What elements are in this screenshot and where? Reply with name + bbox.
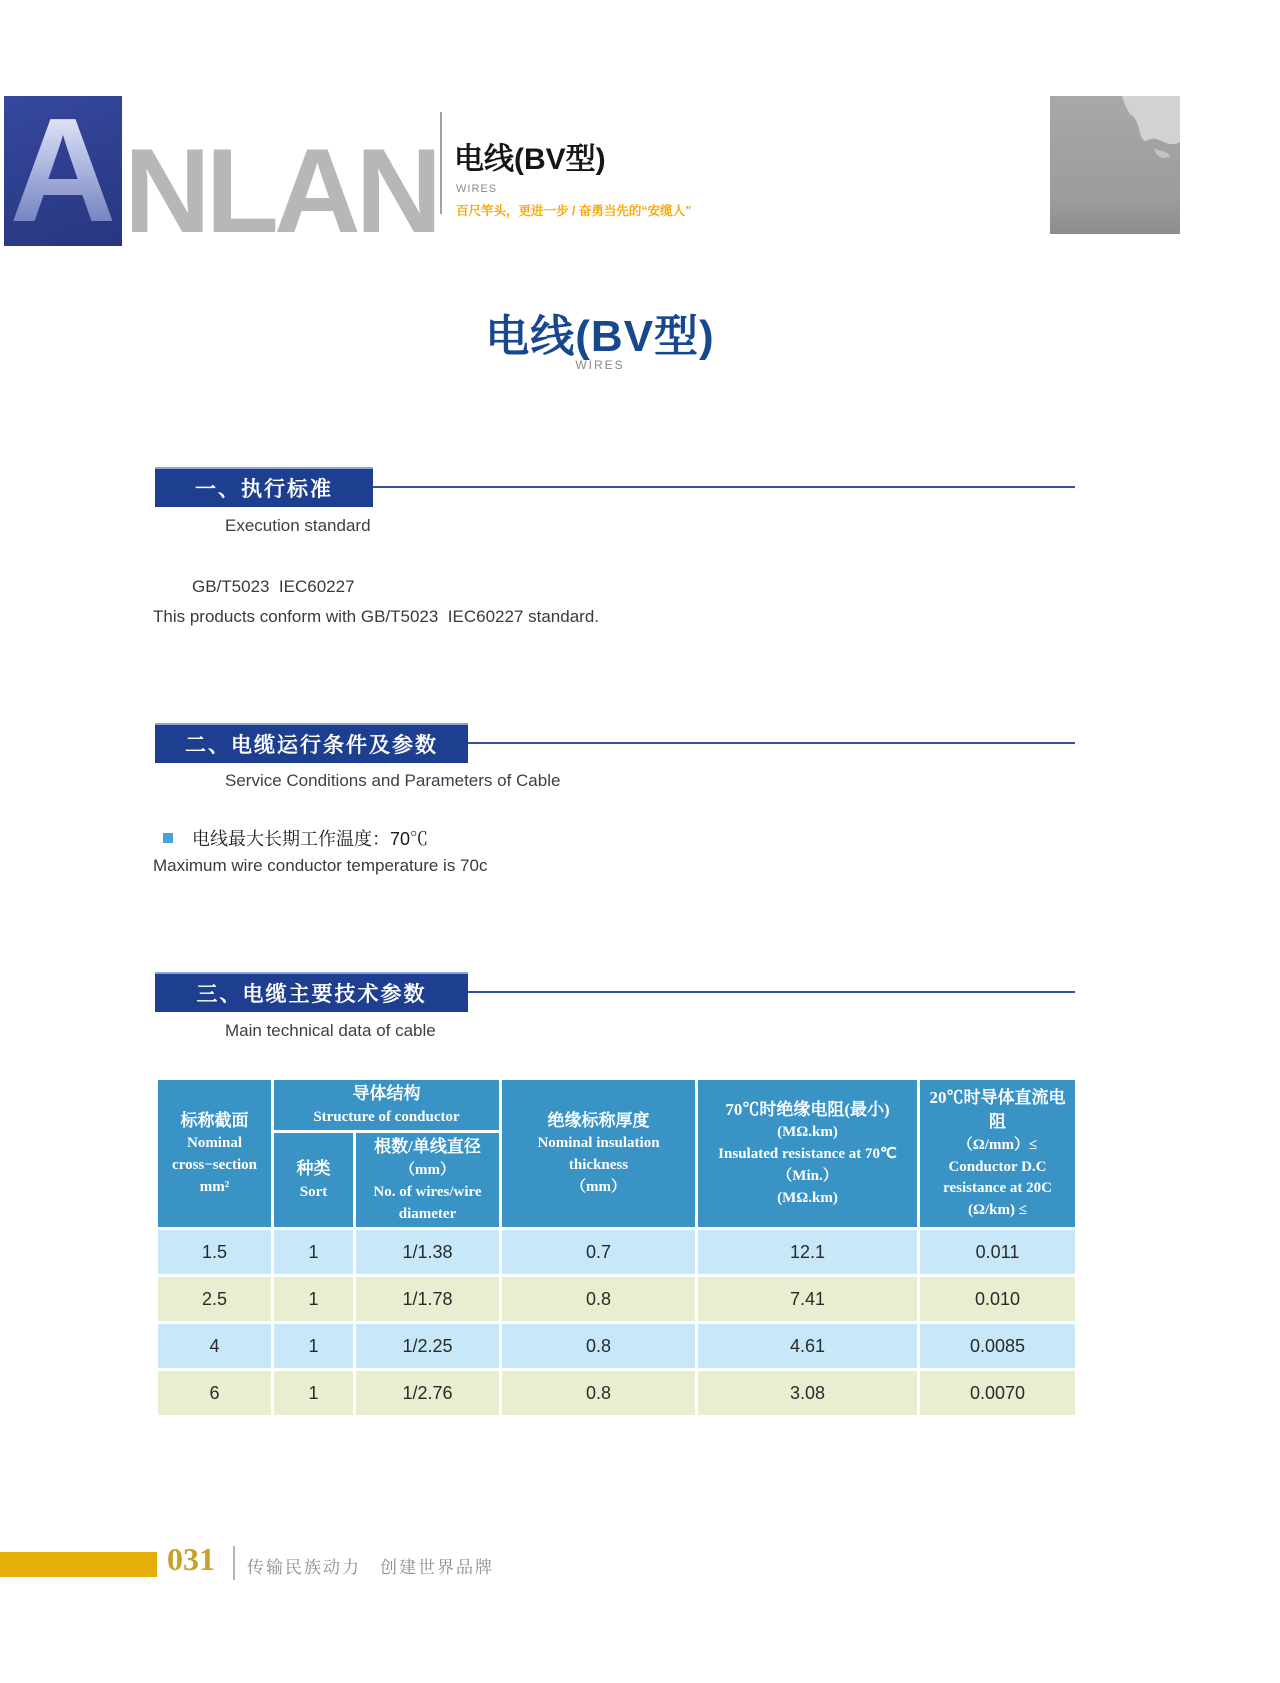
table-cell: 1	[273, 1323, 355, 1370]
standard-text: GB/T5023 IEC60227	[192, 577, 355, 596]
section-2-heading: 二、电缆运行条件及参数	[155, 723, 468, 763]
table-cell: 3.08	[697, 1370, 919, 1417]
table-cell: 2.5	[157, 1276, 273, 1323]
standard-description: This products conform with GB/T5023 IEC60227 standard.	[153, 607, 600, 626]
table-cell: 1	[273, 1276, 355, 1323]
table-cell: 1/2.25	[355, 1323, 501, 1370]
brand-logo	[4, 88, 122, 253]
table-cell: 0.0085	[919, 1323, 1077, 1370]
page-subtitle: WIRES	[575, 358, 625, 372]
map-graphic	[1050, 96, 1180, 234]
table-cell: 0.7	[501, 1229, 697, 1276]
header-insulation-thickness: 绝缘标称厚度 Nominal insulation thickness （mm）	[501, 1079, 697, 1229]
table-cell: 7.41	[697, 1276, 919, 1323]
table-cell: 1	[273, 1370, 355, 1417]
table-cell: 4.61	[697, 1323, 919, 1370]
header-product-title: 电线(BV型)	[454, 143, 606, 176]
table-row	[157, 1276, 1077, 1323]
table-cell: 1/2.76	[355, 1370, 501, 1417]
header-dc-resistance-20c: 20℃时导体直流电阻 （Ω/mm）≤ Conductor D.C resistance at 20C (Ω/km) ≤	[919, 1079, 1077, 1229]
table-cell: 0.8	[501, 1323, 697, 1370]
table-row	[157, 1229, 1077, 1276]
footer-accent-bar	[0, 1552, 157, 1577]
section-3-rule	[468, 991, 1075, 993]
footer-slogan: 传输民族动力 创建世界品牌	[247, 1558, 494, 1577]
max-temperature-en: Maximum wire conductor temperature is 70c	[153, 856, 488, 875]
table-row	[157, 1323, 1077, 1370]
table-cell: 1.5	[157, 1229, 273, 1276]
map-silhouette-icon	[1050, 96, 1180, 234]
logo-letter-a: A	[9, 88, 117, 253]
table-cell: 0.010	[919, 1276, 1077, 1323]
table-cell: 1	[273, 1229, 355, 1276]
brand-slogan: 百尺竿头，更进一步 / 奋勇当先的“安缆人”	[456, 204, 692, 218]
section-1-subheading: Execution standard	[225, 516, 371, 535]
table-cell: 0.8	[501, 1276, 697, 1323]
section-2-rule	[468, 742, 1075, 744]
table-row	[157, 1370, 1077, 1417]
table-cell: 0.011	[919, 1229, 1077, 1276]
logo-text: NLAN	[124, 124, 438, 258]
section-1-rule	[373, 486, 1075, 488]
table-cell: 6	[157, 1370, 273, 1417]
table-cell: 4	[157, 1323, 273, 1370]
section-1-heading: 一、执行标准	[155, 467, 373, 507]
section-3-subheading: Main technical data of cable	[225, 1021, 436, 1040]
technical-data-table	[155, 1077, 1078, 1418]
bullet-square-icon	[163, 833, 173, 843]
table-cell: 12.1	[697, 1229, 919, 1276]
table-cell: 0.8	[501, 1370, 697, 1417]
footer-divider	[233, 1546, 235, 1580]
page-number: 031	[167, 1541, 215, 1577]
table-cell: 1/1.78	[355, 1276, 501, 1323]
table-cell: 0.0070	[919, 1370, 1077, 1417]
max-temperature-zh: 电线最大长期工作温度：70℃	[192, 829, 429, 849]
header-nominal-cross-section: 标称截面 Nominal cross−section mm²	[157, 1079, 273, 1229]
header-wires-diameter: 根数/单线直径 （mm） No. of wires/wire diameter	[355, 1132, 501, 1229]
header-product-subtitle: WIRES	[456, 183, 498, 195]
header-conductor-structure-group: 导体结构 Structure of conductor	[273, 1079, 501, 1132]
section-2-subheading: Service Conditions and Parameters of Cable	[225, 771, 561, 790]
page-title: 电线(BV型)	[485, 312, 715, 361]
header-sort: 种类 Sort	[273, 1132, 355, 1229]
table-header-row-1	[157, 1079, 1077, 1132]
section-3-heading: 三、电缆主要技术参数	[155, 972, 468, 1012]
table-cell: 1/1.38	[355, 1229, 501, 1276]
header-divider	[440, 112, 442, 214]
header-insulation-resistance-70c: 70℃时绝缘电阻(最小) (MΩ.km) Insulated resistance at 70℃ （Min.） (MΩ.km)	[697, 1079, 919, 1229]
